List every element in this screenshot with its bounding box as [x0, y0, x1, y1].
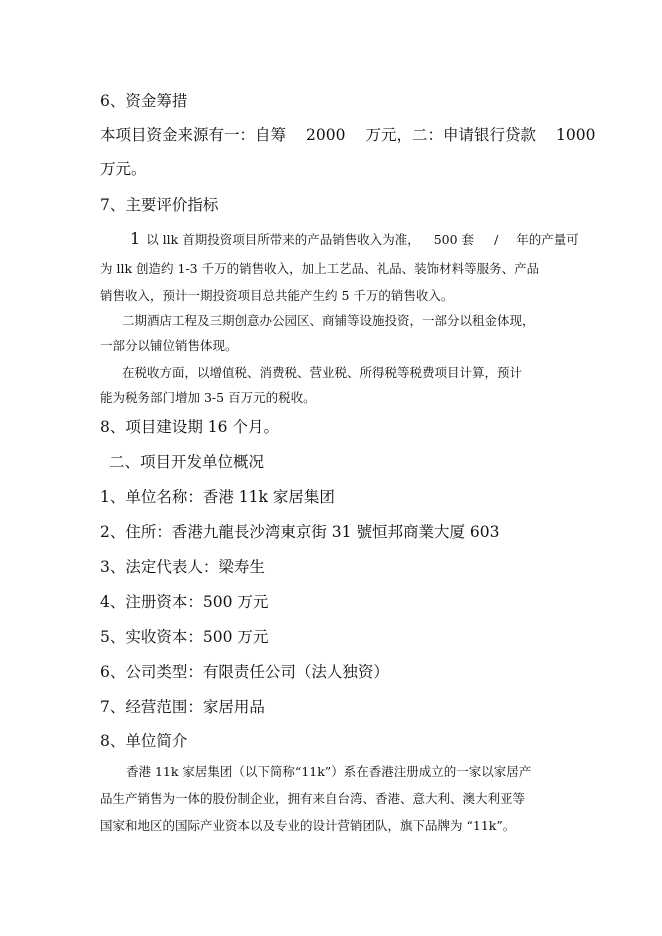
- company-intro-heading: 8、单位简介: [100, 732, 188, 750]
- indicator-para-2-line-2: 一部分以铺位销售体现。: [100, 338, 238, 353]
- indicator-para-1-line-2: 为 llk 创造约 1-3 千万的销售收入，加上工艺品、礼品、装饰材料等服务、产品: [100, 261, 540, 276]
- indicator-text-b: 500 套: [433, 232, 475, 247]
- company-intro-line-2: 品生产销售为一体的股份制企业，拥有来自台湾、香港、意大利、澳大利亚等: [100, 791, 526, 806]
- funding-amount-2: 1000: [555, 126, 596, 144]
- indicator-text-d: 年的产量可: [516, 232, 579, 247]
- section-7-heading: 7、主要评价指标: [100, 196, 219, 214]
- funding-line-1: [100, 123, 595, 145]
- indicator-para-1-line-1: [130, 229, 579, 248]
- section-6-heading: 6、资金筹措: [100, 92, 188, 110]
- company-legal-rep: 3、法定代表人：梁寿生: [100, 558, 265, 576]
- indicator-para-3-line-2: 能为税务部门增加 3-5 百万元的税收。: [100, 390, 316, 405]
- funding-amount-1: 2000: [306, 126, 346, 144]
- company-intro-line-3: 国家和地区的国际产业资本以及专业的设计营销团队，旗下品牌为 “11k”。: [100, 818, 516, 833]
- company-name: 1、单位名称：香港 11k 家居集团: [100, 488, 335, 506]
- indicator-number: 1: [130, 229, 141, 248]
- company-type: 6、公司类型：有限责任公司（法人独资）: [100, 663, 389, 681]
- section-2-heading: 二、项目开发单位概况: [109, 453, 265, 471]
- indicator-text-a: 以 llk 首期投资项目所带来的产品销售收入为准，: [146, 232, 420, 247]
- indicator-text-c: /: [494, 232, 499, 247]
- company-business-scope: 7、经营范围：家居用品: [100, 698, 265, 716]
- company-paid-capital: 5、实收资本：500 万元: [100, 628, 269, 646]
- funding-text-2: 万元，二：申请银行贷款: [365, 126, 536, 144]
- construction-period: 8、项目建设期 16 个月。: [100, 418, 279, 436]
- indicator-para-1-line-3: 销售收入，预计一期投资项目总共能产生约 5 千万的销售收入。: [100, 288, 454, 303]
- funding-text-1: 本项目资金来源有一：自筹: [100, 126, 287, 144]
- company-intro-line-1: 香港 11k 家居集团（以下简称“11k”）系在香港注册成立的一家以家居产: [126, 764, 532, 779]
- indicator-para-2-line-1: 二期酒店工程及三期创意办公园区、商铺等设施投资，一部分以租金体现，: [122, 313, 535, 328]
- company-address: 2、住所：香港九龍長沙湾東京街 31 號恒邦商業大厦 603: [100, 523, 500, 541]
- funding-line-2: 万元。: [100, 160, 147, 178]
- company-registered-capital: 4、注册资本：500 万元: [100, 593, 269, 611]
- indicator-para-3-line-1: 在税收方面，以增值税、消费税、营业税、所得税等税费项目计算，预计: [122, 365, 523, 380]
